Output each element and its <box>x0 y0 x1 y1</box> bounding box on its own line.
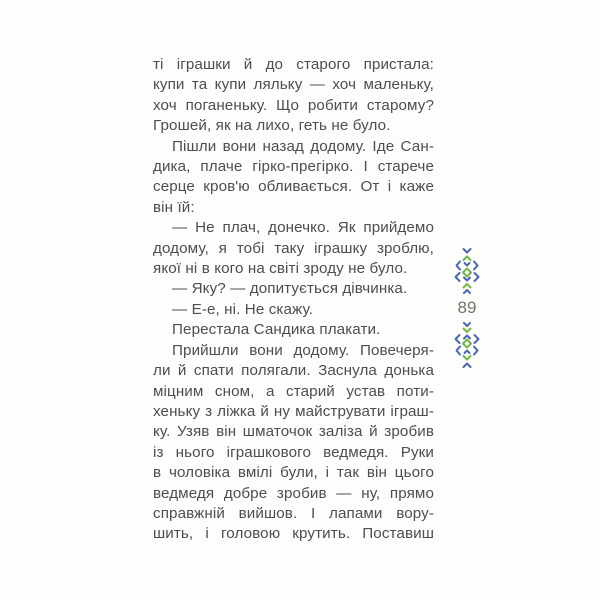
text-line: справжній вийшов. І лапами вору- <box>153 504 434 522</box>
page-number: 89 <box>457 298 477 317</box>
text-line: якої ні в кого на світі зроду не було. <box>153 260 408 278</box>
text-line: ку. Узяв він шматочок заліза й зробив <box>153 423 434 441</box>
text-line: хоч поганеньку. Що робити старому? <box>153 96 434 114</box>
text-line: ті іграшки й до старого пристала: <box>153 56 434 73</box>
text-line: Грошей, як на лихо, геть не було. <box>153 117 391 135</box>
text-line: Перестала Сандика плакати. <box>172 321 381 339</box>
text-line: — Яку? — допитується дівчинка. <box>172 280 408 298</box>
text-line: хеньку з ліжка й ну майструвати іграш- <box>153 402 434 420</box>
folk-ornament-top-icon <box>450 246 484 294</box>
text-line: із нього іграшкового ведмедя. Руки <box>153 443 434 461</box>
text-line: міцним сном, а старий устав поти- <box>153 382 434 400</box>
text-line: Пішли вони назад додому. Іде Сан- <box>172 137 434 155</box>
text-line: дика, плаче гірко-прегірко. І старече <box>153 158 434 176</box>
text-line: серце кров'ю обливається. От і каже <box>153 178 434 196</box>
text-line: — Е-е, ні. Не скажу. <box>172 300 313 318</box>
folk-ornament-bottom-icon <box>450 322 484 370</box>
text-line: купи та купи ляльку — хоч маленьку, <box>153 76 434 94</box>
text-line: в чоловіка вмілі були, і так він цього <box>153 464 434 482</box>
text-line: ли й спати полягали. Заснула донька <box>153 362 434 380</box>
text-line: — Не плач, донечко. Як прийдемо <box>172 219 434 237</box>
text-line: Прийшли вони додому. Повечеря- <box>172 341 434 359</box>
text-line: шить, і головою крутить. Поставиш <box>153 525 434 543</box>
text-line: додому, я тобі таку іграшку зроблю, <box>153 239 434 257</box>
story-text-block <box>153 55 434 545</box>
text-line: ведмедя добре зробив — ну, прямо <box>153 484 434 502</box>
text-line: він їй: <box>153 198 195 216</box>
page-margin-column <box>448 246 486 370</box>
